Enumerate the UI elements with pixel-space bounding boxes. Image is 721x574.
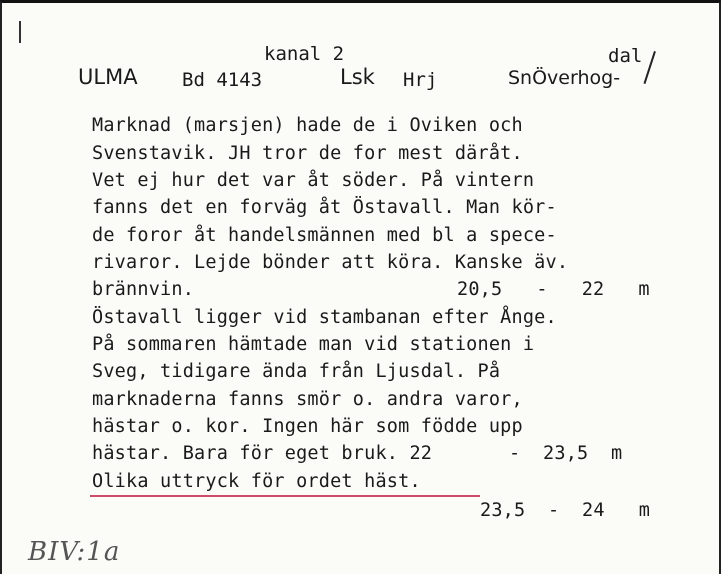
hrj-label: Hrj <box>403 69 438 91</box>
lsk-label: Lsk <box>340 65 375 89</box>
bd-number: Bd 4143 <box>182 69 263 91</box>
body-line: På sommaren hämtade man vid stationen i <box>92 334 535 355</box>
body-line: Vet ej hur det var åt söder. På vintern <box>92 170 535 191</box>
body-line: de foror åt handelsmännen med bl a spece- <box>92 225 557 246</box>
reference-range: 23,5 - 24 m <box>480 500 651 521</box>
ulma-label: ULMA <box>78 65 138 89</box>
kanal-label: kanal 2 <box>264 43 345 65</box>
slash-mark <box>643 51 655 84</box>
place-name: SnÖverhog- <box>508 67 621 89</box>
body-line: hästar. Bara för eget bruk. 22 <box>92 443 433 464</box>
body-line: Sveg, tidigare ända från Ljusdal. På <box>92 361 501 382</box>
body-line: Marknad (marsjen) hade de i Oviken och <box>92 115 523 136</box>
red-underline <box>90 495 480 497</box>
body-line: brännvin. <box>92 279 195 300</box>
reference-range: 20,5 - 22 m <box>457 279 650 300</box>
body-line: fanns det en forväg åt Östavall. Man kör- <box>92 197 557 218</box>
corner-mark <box>19 21 21 43</box>
body-line: Östavall ligger vid stambanan efter Ånge. <box>92 307 557 328</box>
dal-label: dal <box>608 45 643 67</box>
body-line: marknaderna fanns smör o. andra varor, <box>92 389 523 410</box>
reference-range: - 23,5 m <box>509 443 623 464</box>
body-line: Svenstavik. JH tror de for mest däråt. <box>92 143 523 164</box>
archive-signature: BIV:1a <box>28 537 121 567</box>
highlighted-line: Olika uttryck för ordet häst. <box>92 471 421 492</box>
body-line: rivaror. Lejde bönder att köra. Kanske äv. <box>92 252 569 273</box>
body-line: hästar o. kor. Ingen här som födde upp <box>92 416 523 437</box>
